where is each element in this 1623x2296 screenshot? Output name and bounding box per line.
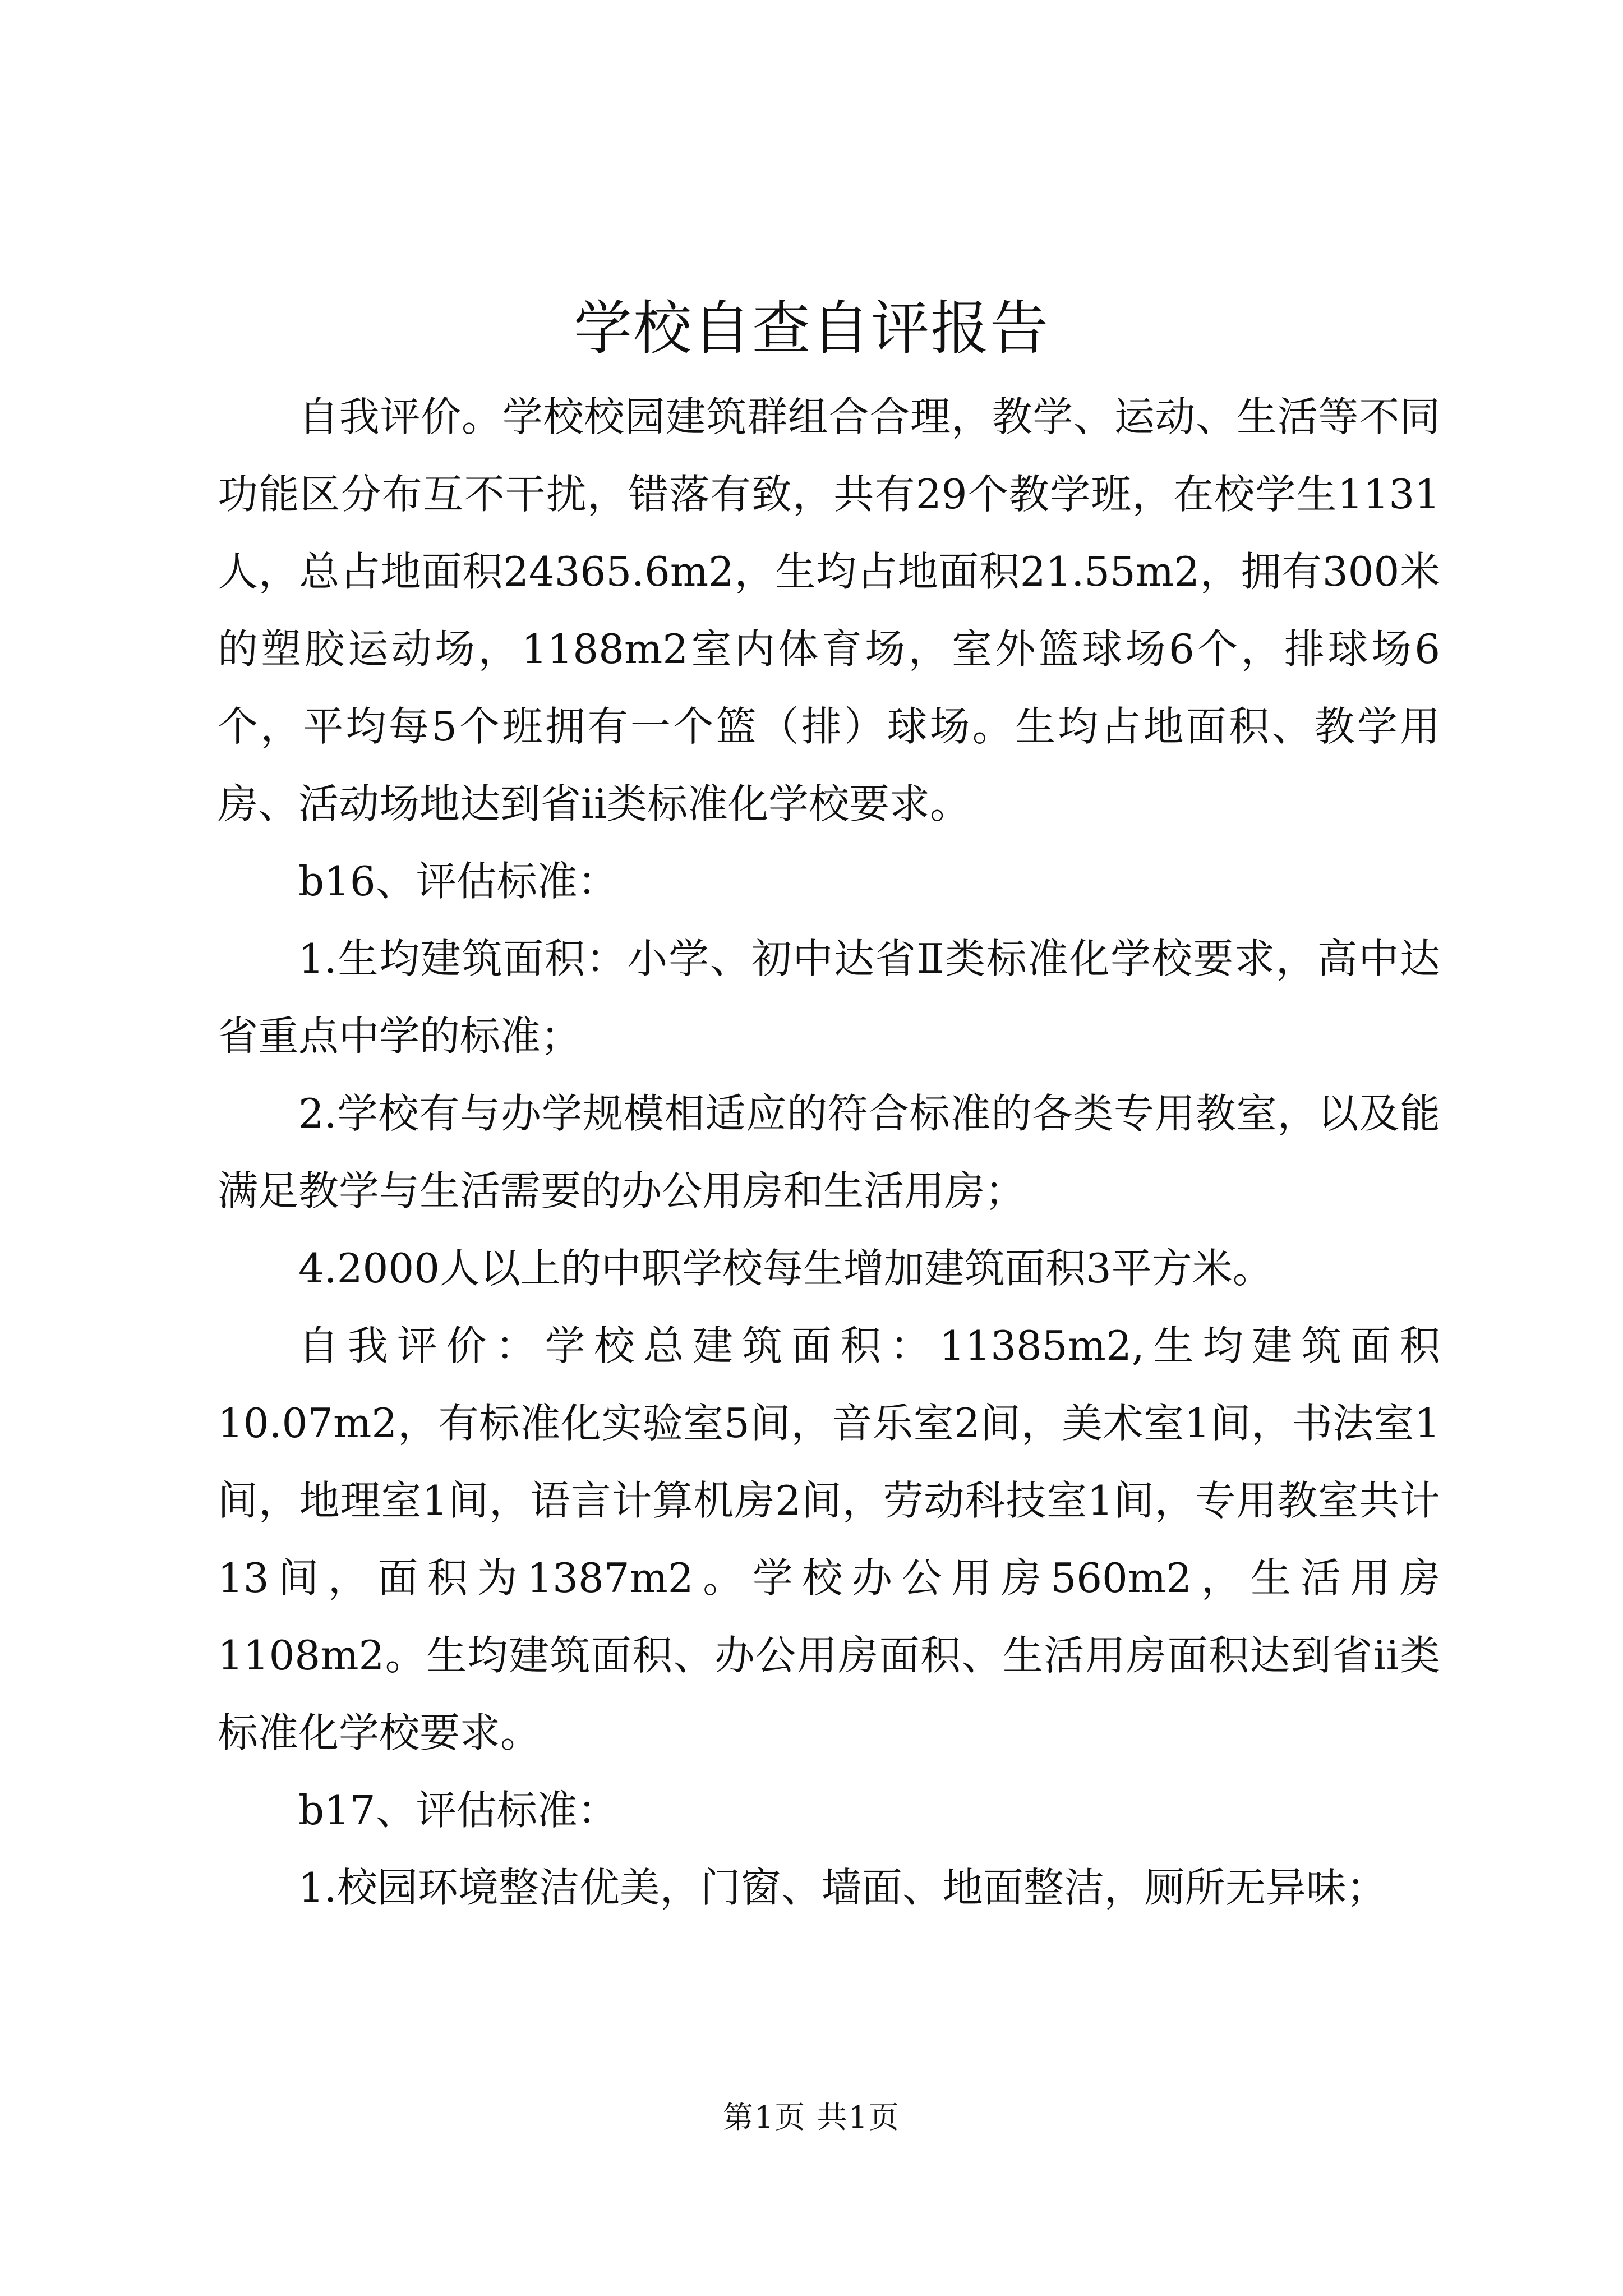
- paragraph-b17-heading: b17、评估标准：: [298, 1787, 618, 1834]
- paragraph-b16-item-2: 2.学校有与办学规模相适应的符合标准的各类专用教室，以及能满足教学与生活需要的办公用房和生活用房；: [218, 1090, 1440, 1214]
- paragraph-b16-item-4: 4.2000人以上的中职学校每生增加建筑面积3平方米。: [298, 1245, 1273, 1292]
- document-title: 学校自查自评报告: [573, 294, 1049, 362]
- page-footer: 第1页 共1页: [723, 2100, 900, 2135]
- paragraph-self-evaluation-1: 自我评价。学校校园建筑群组合合理，教学、运动、生活等不同功能区分布互不干扰，错落有致，共有29个教学班，在校学生1131人，总占地面积24365.6m2，生均占地面积21.55m2，拥有300米的塑胶运动场，1188m2室内体育场，室外篮球场6个，排球场6个，平均每5个班拥有一个篮（排）球场。生均占地面积、教学用房、活动场地达到省ii类标准化学校要求。: [218, 393, 1440, 827]
- paragraph-b16-item-1: 1.生均建筑面积：小学、初中达省Ⅱ类标准化学校要求，高中达省重点中学的标准；: [218, 935, 1440, 1060]
- paragraph-self-evaluation-2: 自我评价：学校总建筑面积：11385m2,生均建筑面积10.07m2，有标准化实验室5间，音乐室2间，美术室1间，书法室1间，地理室1间，语言计算机房2间，劳动科技室1间，专用教室共计13间，面积为1387m2。学校办公用房560m2，生活用房1108m2。生均建筑面积、办公用房面积、生活用房面积达到省ii类标准化学校要求。: [218, 1322, 1440, 1756]
- paragraph-b16-heading: b16、评估标准：: [298, 858, 618, 905]
- paragraph-b17-item-1: 1.校园环境整洁优美，门窗、墙面、地面整洁，厕所无异味；: [298, 1864, 1387, 1911]
- document-body: [218, 378, 1440, 1926]
